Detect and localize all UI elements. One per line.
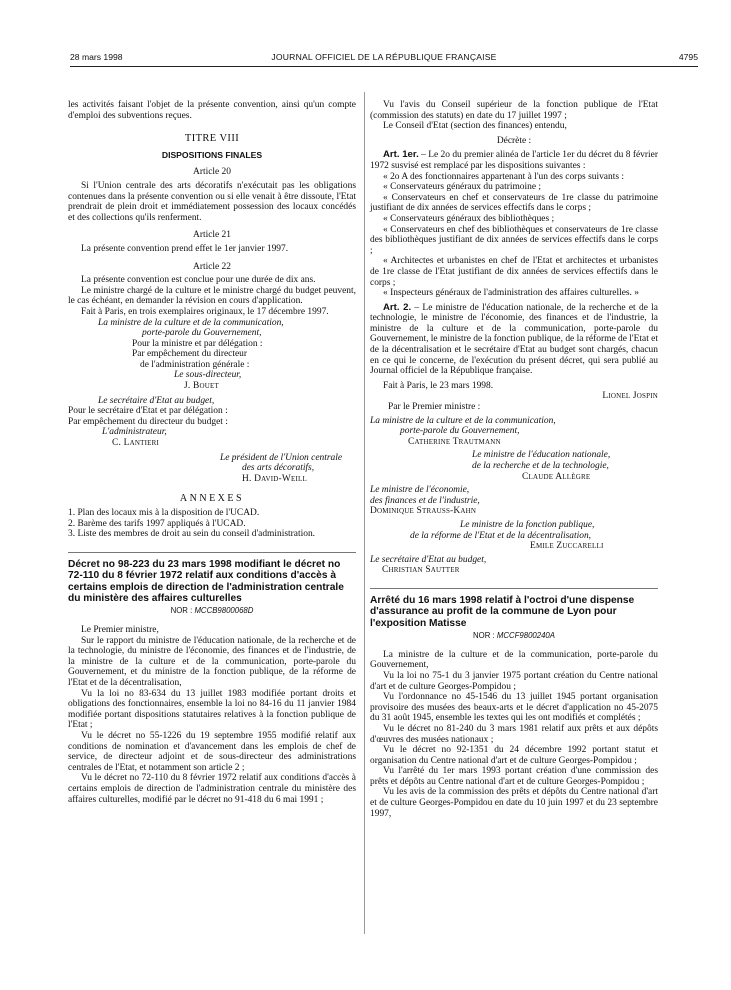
sig-title: La ministre de la culture et de la communication, [370, 415, 556, 426]
signatory-name: Christian Sautter [382, 565, 460, 576]
article-1 [370, 150, 658, 171]
article-1-label: Art. 1er. [383, 149, 419, 161]
signature-block-culture [370, 416, 658, 448]
sig-title: porte-parole du Gouvernement, [400, 426, 520, 437]
signature-block-fonction-publique [410, 520, 658, 552]
article-22-heading: Article 22 [193, 261, 231, 272]
article-21-text: La présente convention prend effet le 1er janvier 1997. [81, 243, 289, 254]
arrete-nor [370, 631, 658, 642]
decree-para: Vu l'avis du Conseil supérieur de la fonction publique de l'Etat (commission des statuts) en date du 17 juillet 1997 ; [370, 100, 658, 121]
arrete-title: Arrêté du 16 mars 1998 relatif à l'octroi d'une dispense d'assurance au profit de la commune de Lyon pour l'exposition Matisse [370, 594, 635, 629]
article-1-item: « Inspecteurs généraux de l'administration des affaires culturelles. » [383, 288, 639, 299]
signatory-name: J. Bouet [184, 381, 219, 392]
decree-title: Décret no 98-223 du 23 mars 1998 modifiant le décret no 72-110 du 8 février 1972 relatif aux conditions d'accès à certains emplois de direction de l'administration centrale du ministère des affaires culturelles [68, 558, 344, 604]
nor-label: NOR : [473, 631, 495, 641]
article-20-heading: Article 20 [193, 167, 231, 178]
signatory-name: Claude Allègre [522, 471, 591, 482]
decree-para: Sur le rapport du ministre de l'éducation nationale, de la recherche et de la technologie, du ministre de l'économie, des finances et de l'industrie, de la ministre de la culture et de la communication, porte-parole du Gouvernement, et du ministre de la fonction publique, de la réforme de l'Etat et de la décentralisation, [68, 635, 356, 688]
decree-para: Le Premier ministre, [81, 625, 159, 635]
signature-block-education [472, 450, 658, 482]
decrete-heading: Décrète : [496, 135, 532, 146]
sig-title: La ministre de la culture et de la communication, [98, 317, 284, 328]
sig-title: Le président de l'Union centrale [220, 452, 343, 463]
sig-title: Le secrétaire d'Etat au budget, [370, 554, 487, 565]
article-1-text: – Le 2o du premier alinéa de l'article 1er du décret du 8 février 1972 susvisé est remplacé par les dispositions suivantes : [370, 150, 658, 171]
article-1-item: « Conservateurs généraux du patrimoine ; [383, 182, 542, 193]
article-22-para-2: Le ministre chargé de la culture et le ministre chargé du budget peuvent, le cas échéant, en demander la révision en cours d'application. [68, 285, 356, 307]
arrete-para: Vu l'arrêté du 1er mars 1993 portant création d'une commission des prêts et dépôts au Centre national d'art et de culture Georges-Pompidou ; [370, 766, 658, 787]
arrete-para: Vu l'ordonnance no 45-1546 du 13 juillet 1945 portant organisation provisoire des musées des beaux-arts et le décret d'application no 45-2075 du 31 août 1945, ensemble les textes qui les ont modifiés et complétés ; [370, 692, 658, 724]
article-2-label: Art. 2. [383, 301, 412, 313]
sig-delegation: Pour le secrétaire d'Etat et par délégation : [68, 406, 228, 417]
annexes-heading: ANNEXES [179, 493, 245, 505]
sig-title: de la recherche et de la technologie, [472, 461, 609, 471]
sig-delegation: Par empêchement du directeur [132, 349, 248, 360]
signatory-name: H. David-Weill [242, 473, 307, 484]
pm-delegation: Par le Premier ministre : [388, 402, 481, 413]
article-1-item: « Conservateurs généraux des bibliothèques ; [383, 213, 555, 224]
article-22-para-1: La présente convention est conclue pour une durée de dix ans. [81, 275, 316, 286]
pm-name: Lionel Jospin [602, 391, 658, 402]
decree-nor [68, 606, 356, 617]
sig-delegation: Par empêchement du directeur du budget : [68, 416, 228, 427]
decree-para: Vu le décret no 55-1226 du 19 septembre 1955 modifié relatif aux conditions de nomination et d'avancement dans les emplois de chef de service, de directeur adjoint et de sous-directeur des administrations centrales de l'Etat, et notamment son article 2 ; [68, 730, 356, 773]
column-divider [364, 92, 365, 934]
signing-statement: Fait à Paris, le 23 mars 1998. [383, 380, 494, 391]
section-separator [68, 552, 356, 553]
signature-block-ucad [220, 453, 356, 485]
sig-title: L'administrateur, [102, 427, 167, 438]
signatory-name: C. Lantieri [112, 438, 159, 449]
sig-title: Le ministre de l'éducation nationale, [472, 450, 611, 461]
decree-para: Vu le décret no 72-110 du 8 février 1972 relatif aux conditions d'accès à certains emplois de direction de l'administration centrale du ministère des affaires culturelles, modifié par le décret no 91-418 du 6 mai 1991 ; [68, 773, 356, 805]
arrete-para: Vu le décret no 81-240 du 3 mars 1981 relatif aux prêts et aux dépôts d'œuvres des musées nationaux ; [370, 723, 658, 745]
titre-heading: TITRE VIII [184, 133, 240, 145]
arrete-para: Vu les avis de la commission des prêts et dépôts du Centre national d'art et de culture Georges-Pompidou en date du 10 juin 1997 et du 23 septembre 1997, [370, 787, 658, 819]
header-date: 28 mars 1998 [70, 52, 123, 62]
signature-block-culture [98, 318, 356, 392]
article-1-item: « 2o A des fonctionnaires appartenant à l'un des corps suivants : [383, 171, 624, 182]
sig-title: des finances et de l'industrie, [370, 495, 480, 506]
left-column [68, 100, 356, 805]
article-21-heading: Article 21 [193, 230, 231, 241]
section-separator [370, 588, 658, 589]
article-2-text: – Le ministre de l'éducation nationale, de la recherche et de la technologie, le ministre de l'économie, des finances et de l'industrie, la ministre de la culture et de la communication, porte-parole du Gouvernement, le ministre de la fonction publique, de la réforme de l'Etat et de la décentralisation et le secrétaire d'Etat au budget sont chargés, chacun en ce qui le concerne, de l'exécution du présent décret, qui sera publié au Journal officiel de la République française. [370, 302, 658, 377]
decree-para: Vu la loi no 83-634 du 13 juillet 1983 modifiée portant droits et obligations des fonctionnaires, ensemble la loi no 84-16 du 11 janvier 1984 modifiée portant dispositions statutaires relatives à la fonction publique de l'Etat ; [68, 688, 356, 731]
dispositions-heading: DISPOSITIONS FINALES [161, 149, 263, 160]
sig-title: Le secrétaire d'Etat au budget, [98, 395, 215, 406]
signature-block-economie [370, 485, 658, 517]
sig-title: des arts décoratifs, [242, 463, 315, 474]
signatory-name: Catherine Trautmann [408, 436, 501, 447]
arrete-para: Vu la loi no 75-1 du 3 janvier 1975 portant création du Centre national d'art et de culture Georges-Pompidou ; [370, 670, 658, 692]
page-header [70, 52, 698, 66]
annex-item: 1. Plan des locaux mis à la disposition de l'UCAD. [68, 508, 260, 518]
decree-para: Le Conseil d'Etat (section des finances) entendu, [383, 121, 567, 132]
article-20-text: Si l'Union centrale des arts décoratifs n'exécutait pas les obligations contenues dans la présente convention ou si elle venait à être dissoute, l'Etat prendrait de plein droit et immédiatement possession des locaux concédés et des collections qu'ils renferment. [68, 180, 356, 223]
nor-label: NOR : [170, 606, 193, 616]
signatory-name: Dominique Strauss-Kahn [370, 506, 477, 517]
arrete-para: La ministre de la culture et de la communication, porte-parole du Gouvernement, [370, 649, 658, 671]
article-1-item: « Conservateurs en chef des bibliothèques et conservateurs de 1re classe des bibliothèques justifiant de dix années de services effectifs dans le corps ; [370, 224, 658, 256]
sig-title: porte-parole du Gouvernement, [142, 328, 262, 339]
sig-delegation: de l'administration générale : [140, 359, 250, 370]
article-1-item: « Architectes et urbanistes en chef de l'Etat et architectes et urbanistes de 1re classe de l'Etat justifiant de dix années de services effectifs dans le corps ; [370, 256, 658, 288]
header-journal-title: JOURNAL OFFICIEL DE LA RÉPUBLIQUE FRANÇAISE [271, 52, 497, 62]
sig-delegation: Pour la ministre et par délégation : [132, 338, 263, 349]
sig-title: Le sous-directeur, [174, 370, 242, 381]
signature-block-budget [370, 555, 658, 576]
right-column [370, 100, 658, 819]
annex-item: 2. Barème des tarifs 1997 appliqués à l'UCAD. [68, 518, 246, 529]
signature-block-budget [68, 396, 356, 449]
article-2 [370, 303, 658, 377]
sig-title: de la réforme de l'Etat et de la décentralisation, [410, 530, 592, 541]
header-page-number: 4795 [678, 52, 698, 62]
signing-statement: Fait à Paris, en trois exemplaires originaux, le 17 décembre 1997. [81, 306, 329, 317]
intro-text: les activités faisant l'objet de la présente convention, ainsi qu'un compte d'emploi des subventions reçues. [68, 100, 356, 121]
signatory-name: Emile Zuccarelli [530, 541, 604, 552]
sig-title: Le ministre de la fonction publique, [460, 519, 595, 530]
header-rule [70, 66, 698, 67]
article-1-item: « Conservateurs en chef et conservateurs de 1re classe du patrimoine justifiant de dix années de services effectifs dans le corps ; [370, 192, 658, 214]
nor-value: MCCB9800068D [194, 606, 254, 616]
arrete-para: Vu le décret no 92-1351 du 24 décembre 1992 portant statut et organisation du Centre national d'art et de culture Georges-Pompidou ; [370, 745, 658, 766]
annex-item: 3. Liste des membres de droit au sein du conseil d'administration. [68, 529, 316, 540]
nor-value: MCCF9800240A [496, 631, 555, 641]
sig-title: Le ministre de l'économie, [370, 485, 470, 496]
